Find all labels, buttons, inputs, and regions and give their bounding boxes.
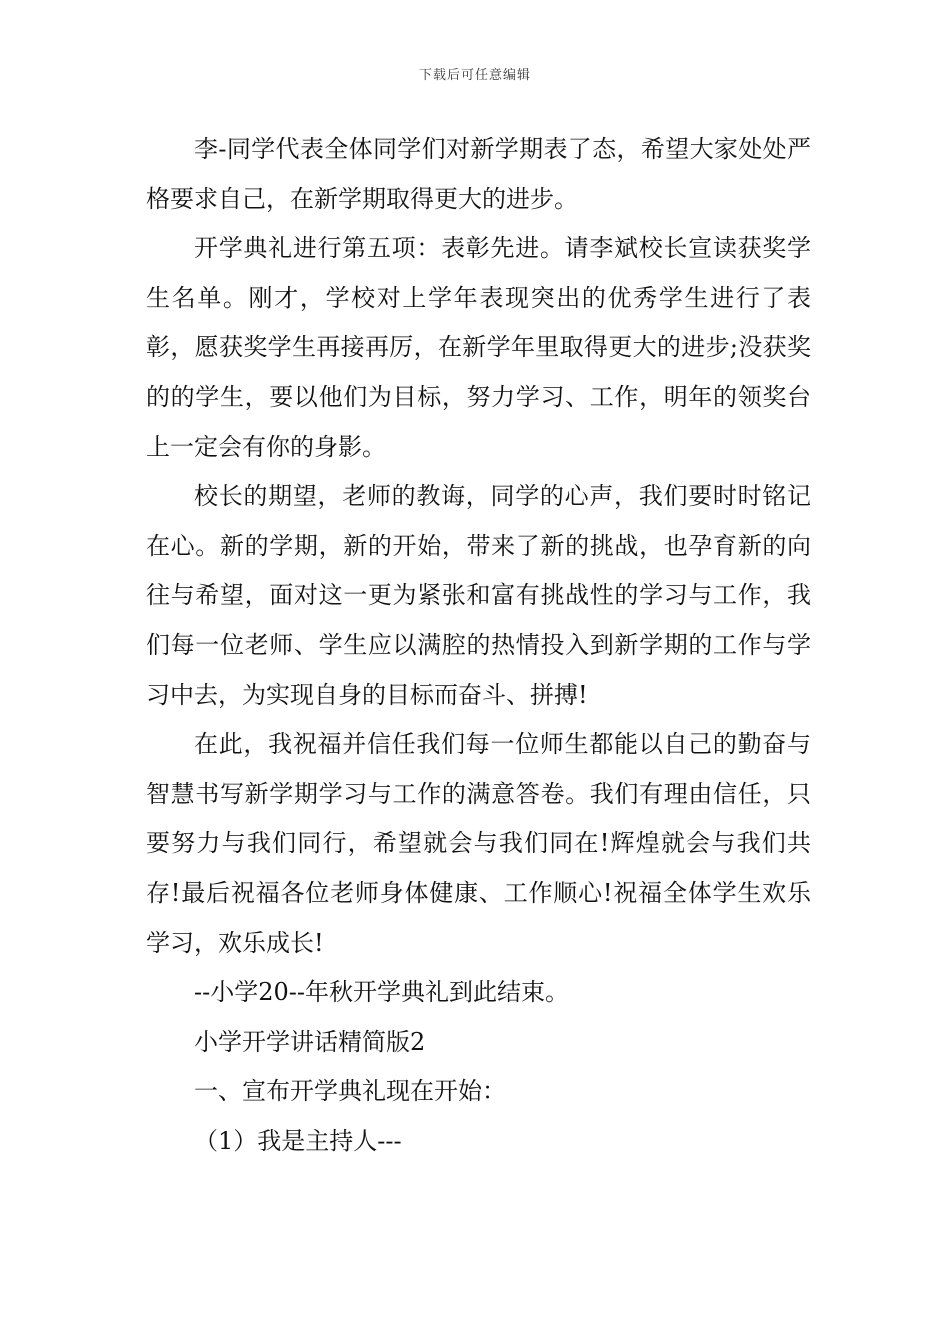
section-heading-one: 一、宣布开学典礼现在开始： — [194, 1077, 506, 1106]
document-body — [146, 125, 811, 1166]
paragraph-closing: --小学20--年秋开学典礼到此结束。 — [194, 978, 569, 1007]
section-title: 小学开学讲话精简版2 — [194, 1027, 426, 1056]
paragraph-student-pledge: 李-同学代表全体同学们对新学期表了态，希望大家处处严格要求自己，在新学期取得更大的进步。 — [146, 135, 811, 213]
page-header-note: 下载后可任意编辑 — [418, 68, 531, 83]
paragraph-awards: 开学典礼进行第五项：表彰先进。请李斌校长宣读获奖学生名单。刚才，学校对上学年表现突出的优秀学生进行了表彰，愿获奖学生再接再厉，在新学年里取得更大的进步;没获奖的的学生，要以他们为目标，努力学习、工作，明年的领奖台上一定会有你的身影。 — [146, 234, 811, 461]
paragraph-expectations: 校长的期望，老师的教诲，同学的心声，我们要时时铭记在心。新的学期，新的开始，带来了新的挑战，也孕育新的向往与希望，面对这一更为紧张和富有挑战性的学习与工作，我们每一位老师、学生应以满腔的热情投入到新学期的工作与学习中去，为实现自身的目标而奋斗、拼搏! — [146, 482, 811, 709]
paragraph-blessings: 在此，我祝福并信任我们每一位师生都能以自己的勤奋与智慧书写新学期学习与工作的满意答卷。我们有理由信任，只要努力与我们同行，希望就会与我们同在!辉煌就会与我们共存!最后祝福各位老师身体健康、工作顺心!祝福全体学生欢乐学习，欢乐成长! — [146, 730, 811, 957]
list-item-host: （1）我是主持人--- — [194, 1126, 402, 1155]
